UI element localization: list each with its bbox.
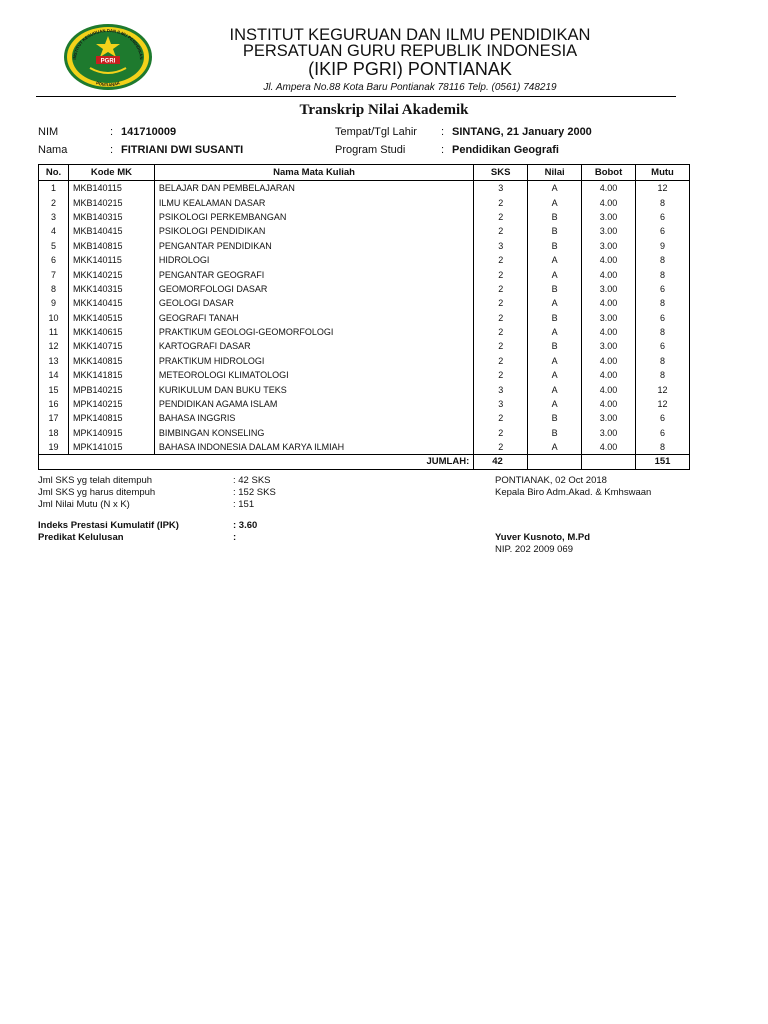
- cell-no: 11: [39, 325, 69, 339]
- institution-logo: [62, 22, 154, 92]
- col-header-mutu: Mutu: [636, 165, 690, 181]
- cell-kode: MKK140715: [68, 339, 154, 353]
- col-header-nilai: Nilai: [528, 165, 582, 181]
- cell-kode: MKK140115: [68, 253, 154, 267]
- cell-nilai: A: [528, 253, 582, 267]
- cell-kode: MKB140415: [68, 224, 154, 238]
- nim-value: 141710009: [121, 126, 177, 138]
- name-label: Nama: [38, 144, 68, 156]
- cell-bobot: 4.00: [582, 181, 636, 196]
- cell-kode: MKK140515: [68, 311, 154, 325]
- cell-mutu: 6: [636, 411, 690, 425]
- cell-sks: 3: [474, 397, 528, 411]
- cell-nama: KARTOGRAFI DASAR: [154, 339, 473, 353]
- cell-sks: 2: [474, 311, 528, 325]
- cell-sks: 2: [474, 354, 528, 368]
- cell-no: 19: [39, 440, 69, 455]
- cell-mutu: 8: [636, 440, 690, 455]
- cell-nilai: A: [528, 267, 582, 281]
- grades-table: [38, 164, 690, 470]
- cell-sks: 3: [474, 382, 528, 396]
- cell-no: 14: [39, 368, 69, 382]
- sks-taken-label: Jml SKS yg telah ditempuh: [38, 475, 153, 486]
- cell-nilai: A: [528, 181, 582, 196]
- total-empty-nilai: [528, 455, 582, 470]
- col-header-sks: SKS: [474, 165, 528, 181]
- table-row: [39, 382, 690, 396]
- table-row: [39, 311, 690, 325]
- cell-nilai: B: [528, 210, 582, 224]
- cell-nilai: B: [528, 282, 582, 296]
- cell-no: 12: [39, 339, 69, 353]
- cell-nama: GEOGRAFI TANAH: [154, 311, 473, 325]
- table-row: [39, 354, 690, 368]
- table-row: [39, 181, 690, 196]
- predikat-label: Predikat Kelulusan: [38, 532, 124, 543]
- cell-mutu: 12: [636, 382, 690, 396]
- program-label: Program Studi: [335, 144, 406, 156]
- table-header-row: [39, 165, 690, 181]
- name-colon: :: [110, 144, 114, 156]
- cell-nama: BAHASA INGGRIS: [154, 411, 473, 425]
- cell-mutu: 8: [636, 325, 690, 339]
- cell-nilai: B: [528, 339, 582, 353]
- cell-no: 8: [39, 282, 69, 296]
- cell-sks: 2: [474, 267, 528, 281]
- cell-no: 5: [39, 239, 69, 253]
- table-row: [39, 440, 690, 455]
- cell-bobot: 3.00: [582, 411, 636, 425]
- cell-bobot: 3.00: [582, 224, 636, 238]
- cell-mutu: 8: [636, 296, 690, 310]
- cell-no: 1: [39, 181, 69, 196]
- total-empty-bobot: [582, 455, 636, 470]
- table-row: [39, 339, 690, 353]
- cell-bobot: 3.00: [582, 426, 636, 440]
- cell-nilai: B: [528, 224, 582, 238]
- cell-no: 3: [39, 210, 69, 224]
- predikat-value: :: [233, 532, 237, 543]
- cell-bobot: 4.00: [582, 253, 636, 267]
- cell-mutu: 6: [636, 426, 690, 440]
- cell-kode: MPB140215: [68, 382, 154, 396]
- table-row: [39, 426, 690, 440]
- cell-kode: MKB140215: [68, 195, 154, 209]
- cell-no: 18: [39, 426, 69, 440]
- col-header-bobot: Bobot: [582, 165, 636, 181]
- cell-sks: 2: [474, 296, 528, 310]
- cell-mutu: 8: [636, 195, 690, 209]
- cell-bobot: 3.00: [582, 282, 636, 296]
- cell-sks: 2: [474, 426, 528, 440]
- institution-address: Jl. Ampera No.88 Kota Baru Pontianak 78116 Telp. (0561) 748219: [263, 82, 557, 93]
- cell-sks: 2: [474, 325, 528, 339]
- cell-sks: 2: [474, 411, 528, 425]
- table-row: [39, 253, 690, 267]
- cell-nama: PSIKOLOGI PERKEMBANGAN: [154, 210, 473, 224]
- cell-mutu: 8: [636, 354, 690, 368]
- cell-nama: ILMU KEALAMAN DASAR: [154, 195, 473, 209]
- cell-nama: PRAKTIKUM HIDROLOGI: [154, 354, 473, 368]
- cell-bobot: 4.00: [582, 440, 636, 455]
- cell-mutu: 6: [636, 339, 690, 353]
- cell-sks: 3: [474, 181, 528, 196]
- cell-no: 16: [39, 397, 69, 411]
- cell-no: 15: [39, 382, 69, 396]
- cell-nilai: B: [528, 411, 582, 425]
- program-colon: :: [441, 144, 445, 156]
- cell-mutu: 6: [636, 224, 690, 238]
- cell-kode: MKK140315: [68, 282, 154, 296]
- col-header-no: No.: [39, 165, 69, 181]
- cell-kode: MPK141015: [68, 440, 154, 455]
- signature-position: Kepala Biro Adm.Akad. & Kmhswaan: [495, 487, 652, 498]
- cell-bobot: 4.00: [582, 368, 636, 382]
- cell-nama: GEOMORFOLOGI DASAR: [154, 282, 473, 296]
- col-header-kode: Kode MK: [68, 165, 154, 181]
- cell-no: 6: [39, 253, 69, 267]
- document-title: Transkrip Nilai Akademik: [299, 102, 469, 118]
- cell-kode: MKK140415: [68, 296, 154, 310]
- cell-nama: PENGANTAR GEOGRAFI: [154, 267, 473, 281]
- cell-mutu: 8: [636, 267, 690, 281]
- table-row: [39, 368, 690, 382]
- cell-kode: MKK140815: [68, 354, 154, 368]
- col-header-nama: Nama Mata Kuliah: [154, 165, 473, 181]
- cell-nilai: B: [528, 239, 582, 253]
- cell-nilai: A: [528, 440, 582, 455]
- cell-sks: 3: [474, 239, 528, 253]
- sks-required-value: : 152 SKS: [233, 487, 276, 498]
- cell-sks: 2: [474, 224, 528, 238]
- mutu-value: : 151: [233, 499, 255, 510]
- signature-place-date: PONTIANAK, 02 Oct 2018: [495, 475, 607, 486]
- sks-required-label: Jml SKS yg harus ditempuh: [38, 487, 156, 498]
- cell-mutu: 8: [636, 253, 690, 267]
- cell-bobot: 3.00: [582, 239, 636, 253]
- cell-bobot: 4.00: [582, 397, 636, 411]
- cell-nilai: A: [528, 382, 582, 396]
- cell-nilai: A: [528, 325, 582, 339]
- cell-bobot: 4.00: [582, 354, 636, 368]
- table-row: [39, 224, 690, 238]
- cell-bobot: 4.00: [582, 267, 636, 281]
- cell-nama: PENGANTAR PENDIDIKAN: [154, 239, 473, 253]
- cell-mutu: 6: [636, 282, 690, 296]
- total-sks: 42: [474, 455, 528, 470]
- cell-nama: GEOLOGI DASAR: [154, 296, 473, 310]
- cell-mutu: 8: [636, 368, 690, 382]
- nim-colon: :: [110, 126, 114, 138]
- table-row: [39, 210, 690, 224]
- ipk-value: : 3.60: [233, 520, 258, 531]
- cell-kode: MKK141815: [68, 368, 154, 382]
- sks-taken-value: : 42 SKS: [233, 475, 271, 486]
- cell-bobot: 4.00: [582, 325, 636, 339]
- cell-kode: MKK140615: [68, 325, 154, 339]
- cell-kode: MKB140115: [68, 181, 154, 196]
- signature-nip: NIP. 202 2009 069: [495, 544, 574, 555]
- cell-nama: HIDROLOGI: [154, 253, 473, 267]
- cell-nama: BIMBINGAN KONSELING: [154, 426, 473, 440]
- name-value: FITRIANI DWI SUSANTI: [121, 144, 244, 156]
- cell-bobot: 3.00: [582, 210, 636, 224]
- cell-nama: KURIKULUM DAN BUKU TEKS: [154, 382, 473, 396]
- table-row: [39, 239, 690, 253]
- cell-mutu: 6: [636, 210, 690, 224]
- logo-badge-text: PGRI: [100, 58, 116, 65]
- cell-no: 13: [39, 354, 69, 368]
- cell-bobot: 4.00: [582, 382, 636, 396]
- association-name: PERSATUAN GURU REPUBLIK INDONESIA: [242, 42, 578, 60]
- birth-colon: :: [441, 126, 445, 138]
- cell-no: 4: [39, 224, 69, 238]
- cell-kode: MPK140215: [68, 397, 154, 411]
- cell-nama: BAHASA INDONESIA DALAM KARYA ILMIAH: [154, 440, 473, 455]
- cell-sks: 2: [474, 253, 528, 267]
- table-row: [39, 325, 690, 339]
- table-body: [39, 181, 690, 455]
- total-label: JUMLAH:: [39, 455, 474, 470]
- cell-bobot: 4.00: [582, 195, 636, 209]
- cell-sks: 2: [474, 195, 528, 209]
- cell-kode: MKK140215: [68, 267, 154, 281]
- cell-kode: MPK140915: [68, 426, 154, 440]
- cell-nilai: A: [528, 296, 582, 310]
- total-row: [39, 455, 690, 470]
- cell-nilai: B: [528, 426, 582, 440]
- cell-sks: 2: [474, 210, 528, 224]
- cell-sks: 2: [474, 282, 528, 296]
- program-value: Pendidikan Geografi: [452, 144, 559, 156]
- cell-nama: BELAJAR DAN PEMBELAJARAN: [154, 181, 473, 196]
- table-row: [39, 397, 690, 411]
- cell-bobot: 3.00: [582, 311, 636, 325]
- cell-mutu: 12: [636, 397, 690, 411]
- cell-nilai: B: [528, 311, 582, 325]
- header-divider: [36, 96, 676, 97]
- cell-mutu: 9: [636, 239, 690, 253]
- table-row: [39, 296, 690, 310]
- cell-nilai: A: [528, 195, 582, 209]
- cell-no: 17: [39, 411, 69, 425]
- cell-mutu: 12: [636, 181, 690, 196]
- cell-nilai: A: [528, 368, 582, 382]
- cell-no: 9: [39, 296, 69, 310]
- cell-no: 10: [39, 311, 69, 325]
- cell-nama: PENDIDIKAN AGAMA ISLAM: [154, 397, 473, 411]
- cell-no: 2: [39, 195, 69, 209]
- table-row: [39, 411, 690, 425]
- cell-nama: PSIKOLOGI PENDIDIKAN: [154, 224, 473, 238]
- cell-no: 7: [39, 267, 69, 281]
- mutu-label: Jml Nilai Mutu (N x K): [38, 499, 130, 510]
- total-mutu: 151: [636, 455, 690, 470]
- cell-kode: MKB140815: [68, 239, 154, 253]
- table-row: [39, 195, 690, 209]
- cell-kode: MPK140815: [68, 411, 154, 425]
- ipk-label: Indeks Prestasi Kumulatif (IPK): [38, 520, 179, 531]
- cell-nama: PRAKTIKUM GEOLOGI-GEOMORFOLOGI: [154, 325, 473, 339]
- logo-bottom-text: PONTIANAK: [95, 80, 121, 88]
- cell-bobot: 4.00: [582, 296, 636, 310]
- nim-label: NIM: [38, 126, 59, 138]
- cell-mutu: 6: [636, 311, 690, 325]
- institution-short-name: (IKIP PGRI) PONTIANAK: [308, 59, 512, 79]
- birth-label: Tempat/Tgl Lahir: [335, 126, 417, 138]
- signature-name: Yuver Kusnoto, M.Pd: [495, 532, 591, 543]
- institution-name: INSTITUT KEGURUAN DAN ILMU PENDIDIKAN: [229, 26, 591, 44]
- table-row: [39, 282, 690, 296]
- cell-nilai: A: [528, 397, 582, 411]
- cell-bobot: 3.00: [582, 339, 636, 353]
- birth-value: SINTANG, 21 January 2000: [452, 126, 592, 138]
- cell-nilai: A: [528, 354, 582, 368]
- logo-top-text: INSTITUT KEGURUAN DAN ILMU PENDIDIKAN: [71, 27, 145, 60]
- cell-kode: MKB140315: [68, 210, 154, 224]
- cell-sks: 2: [474, 368, 528, 382]
- cell-sks: 2: [474, 440, 528, 455]
- cell-nama: METEOROLOGI KLIMATOLOGI: [154, 368, 473, 382]
- table-row: [39, 267, 690, 281]
- cell-sks: 2: [474, 339, 528, 353]
